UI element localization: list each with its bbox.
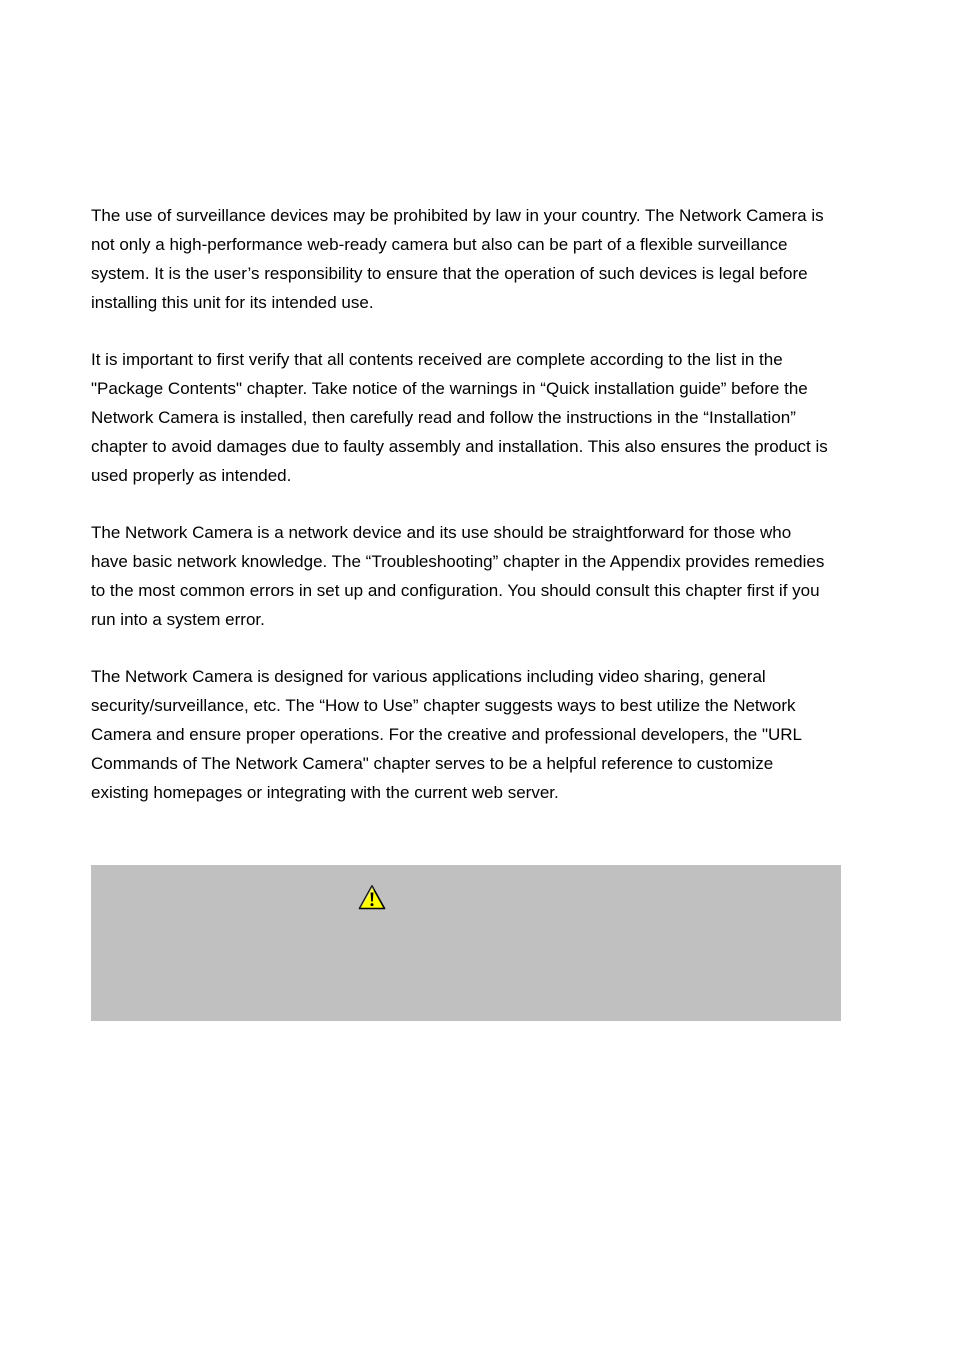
text-line: used properly as intended. [91,466,292,485]
text-line: Commands of The Network Camera" chapter serves to be a helpful reference to customize [91,754,774,773]
text-line: chapter to avoid damages due to faulty assembly and installation. This also ensures the product is [91,437,828,456]
paragraph-verify-contents [91,345,861,490]
paragraph-applications [91,662,861,807]
text-line: Camera and ensure proper operations. For the creative and professional developers, the "URL [91,725,802,744]
text-line: system. It is the user’s responsibility to ensure that the operation of such devices is legal before [91,264,808,283]
text-line: existing homepages or integrating with the current web server. [91,783,559,802]
warning-triangle-icon [358,884,386,911]
document-body [91,201,861,835]
text-line: The use of surveillance devices may be prohibited by law in your country. The Network Camera is [91,206,824,225]
text-line: security/surveillance, etc. The “How to Use” chapter suggests ways to best utilize the Network [91,696,796,715]
text-line: have basic network knowledge. The “Troubleshooting” chapter in the Appendix provides remedies [91,552,825,571]
text-line: It is important to first verify that all contents received are complete according to the list in the [91,350,783,369]
text-line: not only a high-performance web-ready camera but also can be part of a flexible surveillance [91,235,788,254]
text-line: run into a system error. [91,610,265,629]
text-line: The Network Camera is a network device and its use should be straightforward for those who [91,523,792,542]
text-line: Network Camera is installed, then carefully read and follow the instructions in the “Installation” [91,408,796,427]
warning-notice-box [91,865,841,1021]
paragraph-legal-notice [91,201,861,317]
text-line: "Package Contents" chapter. Take notice of the warnings in “Quick installation guide” before the [91,379,808,398]
text-line: installing this unit for its intended use. [91,293,374,312]
paragraph-network-knowledge [91,518,861,634]
text-line: The Network Camera is designed for various applications including video sharing, general [91,667,766,686]
text-line: to the most common errors in set up and configuration. You should consult this chapter first if you [91,581,820,600]
